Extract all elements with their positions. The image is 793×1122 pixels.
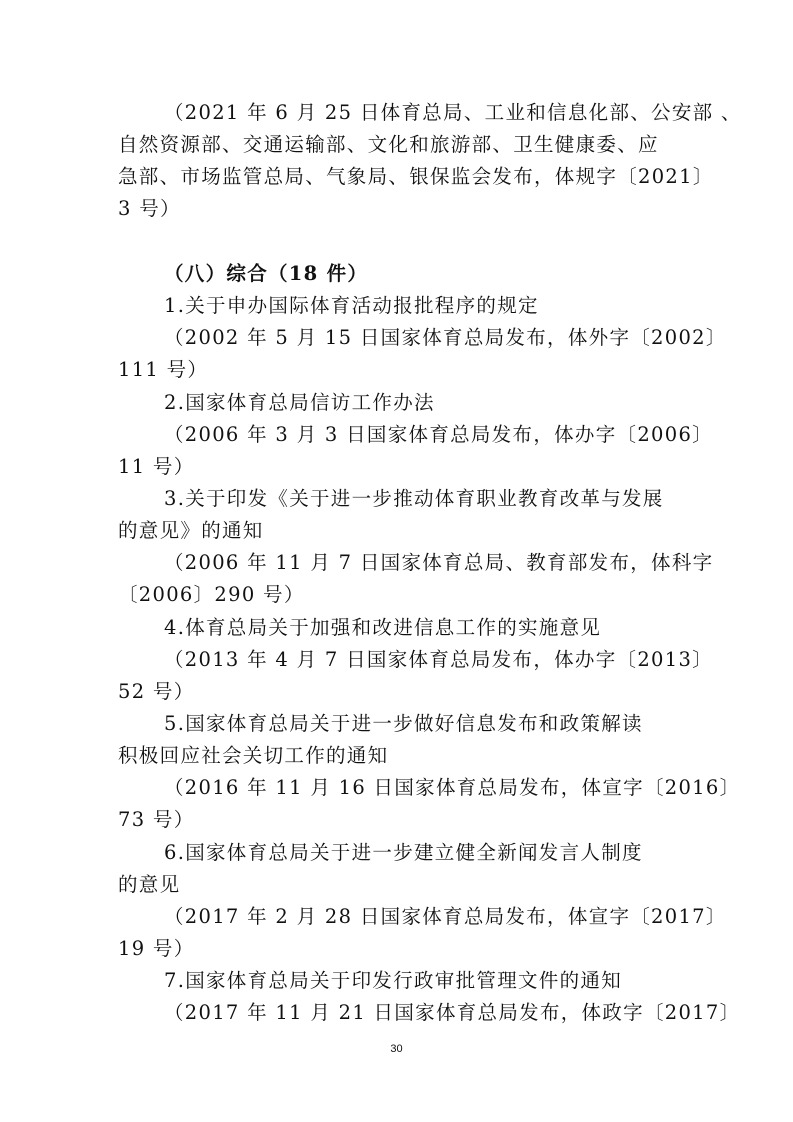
item-source: 73 号） bbox=[118, 808, 195, 831]
text-line: 3 号） bbox=[118, 197, 181, 220]
item-source: 11 号） bbox=[118, 455, 195, 478]
item-title: 3.关于印发《关于进一步推动体育职业教育改革与发展 bbox=[164, 487, 664, 510]
section-heading: （八）综合（18 件） bbox=[164, 262, 369, 285]
item-source: （2013 年 4 月 7 日国家体育总局发布，体办字〔2013〕 bbox=[164, 648, 713, 671]
text-line: （2021 年 6 月 25 日体育总局、工业和信息化部、公安部 、 bbox=[164, 101, 742, 124]
item-source: （2017 年 2 月 28 日国家体育总局发布，体宣字〔2017〕 bbox=[164, 905, 727, 928]
item-title: 的意见 bbox=[118, 873, 181, 896]
item-title: 积极回应社会关切工作的通知 bbox=[118, 744, 389, 767]
item-title: 4.体育总局关于加强和改进信息工作的实施意见 bbox=[164, 616, 602, 639]
item-title: 6.国家体育总局关于进一步建立健全新闻发言人制度 bbox=[164, 841, 643, 864]
item-source: （2017 年 11 月 21 日国家体育总局发布，体政字〔2017〕 bbox=[164, 1001, 741, 1024]
item-source: 52 号） bbox=[118, 680, 195, 703]
item-source: （2006 年 3 月 3 日国家体育总局发布，体办字〔2006〕 bbox=[164, 423, 713, 446]
text-line: 急部、市场监管总局、气象局、银保监会发布，体规字〔2021〕 bbox=[118, 165, 714, 188]
item-source: 111 号） bbox=[118, 358, 209, 381]
item-title: 7.国家体育总局关于印发行政审批管理文件的通知 bbox=[164, 969, 623, 992]
page-number: 30 bbox=[390, 1043, 403, 1055]
item-source: （2006 年 11 月 7 日国家体育总局、教育部发布，体科字 bbox=[164, 551, 714, 574]
item-title: 2.国家体育总局信访工作办法 bbox=[164, 391, 435, 414]
text-line: 自然资源部、交通运输部、文化和旅游部、卫生健康委、应 bbox=[118, 133, 659, 156]
item-source: （2002 年 5 月 15 日国家体育总局发布，体外字〔2002〕 bbox=[164, 326, 727, 349]
item-title: 的意见》的通知 bbox=[118, 519, 264, 542]
item-title: 5.国家体育总局关于进一步做好信息发布和政策解读 bbox=[164, 712, 643, 735]
item-source: 〔2006〕290 号） bbox=[118, 583, 305, 606]
item-title: 1.关于申办国际体育活动报批程序的规定 bbox=[164, 294, 539, 317]
item-source: 19 号） bbox=[118, 937, 195, 960]
item-source: （2016 年 11 月 16 日国家体育总局发布，体宣字〔2016〕 bbox=[164, 776, 741, 799]
